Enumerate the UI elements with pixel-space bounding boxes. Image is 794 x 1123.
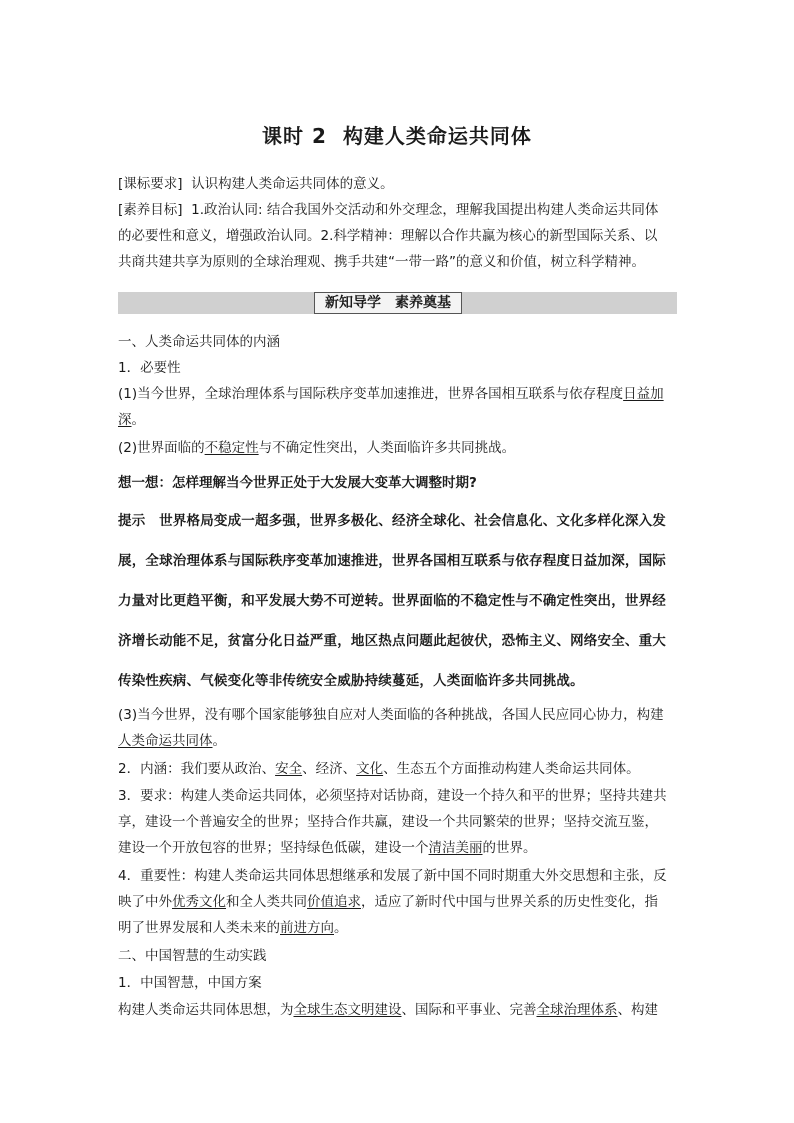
section2-line-1 <box>118 1002 678 1018</box>
requirements-label: [课标要求] <box>118 176 183 192</box>
connotation-line <box>118 761 678 777</box>
importance-line-3 <box>118 920 678 936</box>
p2-underline: 不稳定性 <box>204 440 259 456</box>
s2-underline-2: 全球治理体系 <box>536 1002 618 1018</box>
s2-text-c: 、构建 <box>617 1002 658 1018</box>
tip-line-4: 济增长动能不足，贫富分化日益严重，地区热点问题此起彼伏，恐怖主义、网络安全、重大 <box>118 633 666 649</box>
section2-heading: 二、中国智慧的生动实践 <box>118 948 267 964</box>
goals-line-3: 共商共建共享为原则的全球治理观、携手共建“一带一路”的意义和价值，树立科学精神。 <box>118 254 645 270</box>
paragraph-1-line-2 <box>118 412 678 428</box>
p1-end: 。 <box>131 412 145 428</box>
importance-line-2 <box>118 894 678 910</box>
connotation-c: 、生态五个方面推动构建人类命运共同体。 <box>383 761 640 777</box>
s2-text-b: 、国际和平事业、完善 <box>401 1002 537 1018</box>
tip-line-1: 提示 世界格局变成一超多强，世界多极化、经济全球化、社会信息化、文化多样化深入发 <box>118 513 666 529</box>
goals-text-1: 1.政治认同: 结合我国外交活动和外交理念，理解我国提出构建人类命运共同体 <box>191 202 659 218</box>
requirement-3a: 建设一个开放包容的世界；坚持绿色低碳，建设一个 <box>118 840 429 856</box>
p3-underline: 人类命运共同体 <box>118 733 213 749</box>
paragraph-3-line-2 <box>118 733 678 749</box>
requirement-line-3 <box>118 840 678 856</box>
requirement-line-1: 3．要求：构建人类命运共同体，必须坚持对话协商，建设一个持久和平的世界；坚持共建共 <box>118 788 667 804</box>
banner-label <box>314 292 462 314</box>
paragraph-2 <box>118 440 678 456</box>
connotation-underline-1: 安全 <box>275 761 303 777</box>
title-prefix: 课时 2 <box>262 124 327 148</box>
paragraph-1-line-1 <box>118 386 678 402</box>
section-banner <box>118 292 677 314</box>
section1-heading: 一、人类命运共同体的内涵 <box>118 334 280 350</box>
goals-line-1 <box>118 202 678 218</box>
requirement-underline: 清洁美丽 <box>428 840 483 856</box>
requirements-line <box>118 176 678 192</box>
p3-end: 。 <box>212 733 226 749</box>
s2-text-a: 构建人类命运共同体思想，为 <box>118 1002 294 1018</box>
connotation-a: 2．内涵：我们要从政治、 <box>118 761 276 777</box>
tip-line-3: 力量对比更趋平衡，和平发展大势不可逆转。世界面临的不稳定性与不确定性突出，世界经 <box>118 593 666 609</box>
page-title <box>0 120 794 149</box>
p2-text-a: (2)世界面临的 <box>118 440 205 456</box>
s2-underline-1: 全球生态文明建设 <box>293 1002 402 1018</box>
importance-3b: 。 <box>334 920 348 936</box>
goals-label: [素养目标] <box>118 202 183 218</box>
think-question: 想一想：怎样理解当今世界正处于大发展大变革大调整时期? <box>118 475 477 491</box>
title-main: 构建人类命运共同体 <box>342 124 532 148</box>
importance-line-1: 4．重要性：构建人类命运共同体思想继承和发展了新中国不同时期重大外交思想和主张，反 <box>118 868 667 884</box>
p1-underline: 日益加 <box>623 386 664 402</box>
paragraph-3-line-1: (3)当今世界，没有哪个国家能够独自应对人类面临的各种挑战，各国人民应同心协力，构建 <box>118 707 664 723</box>
connotation-underline-2: 文化 <box>356 761 384 777</box>
importance-underline-1: 优秀文化 <box>172 894 226 910</box>
importance-2c: ，适应了新时代中国与世界关系的历史性变化，指 <box>361 894 658 910</box>
connotation-b: 、经济、 <box>302 761 357 777</box>
banner-left: 新知导学 <box>325 295 381 311</box>
p1-text: (1)当今世界，全球治理体系与国际秩序变革加速推进，世界各国相互联系与依存程度 <box>118 386 624 402</box>
requirements-text: 认识构建人类命运共同体的意义。 <box>191 176 394 192</box>
importance-underline-2: 价值追求 <box>307 894 361 910</box>
requirement-3b: 的世界。 <box>482 840 537 856</box>
importance-3a: 明了世界发展和人类未来的 <box>118 920 280 936</box>
p1-underline-cont: 深 <box>118 412 132 428</box>
requirement-line-2: 享，建设一个普遍安全的世界；坚持合作共赢，建设一个共同繁荣的世界；坚持交流互鉴， <box>118 814 658 830</box>
goals-line-2: 的必要性和意义，增强政治认同。2.科学精神：理解以合作共赢为核心的新型国际关系、以 <box>118 228 658 244</box>
p2-text-b: 与不确定性突出，人类面临许多共同挑战。 <box>258 440 516 456</box>
necessity-title: 1．必要性 <box>118 360 181 376</box>
importance-2b: 和全人类共同 <box>226 894 307 910</box>
importance-2a: 映了中外 <box>118 894 172 910</box>
banner-right: 素养奠基 <box>395 295 451 311</box>
tip-line-2: 展，全球治理体系与国际秩序变革加速推进，世界各国相互联系与依存程度日益加深，国际 <box>118 553 666 569</box>
section2-subtitle-1: 1．中国智慧，中国方案 <box>118 975 262 991</box>
tip-line-5: 传染性疾病、气候变化等非传统安全威胁持续蔓延，人类面临许多共同挑战。 <box>118 673 584 689</box>
importance-underline-3: 前进方向 <box>280 920 334 936</box>
